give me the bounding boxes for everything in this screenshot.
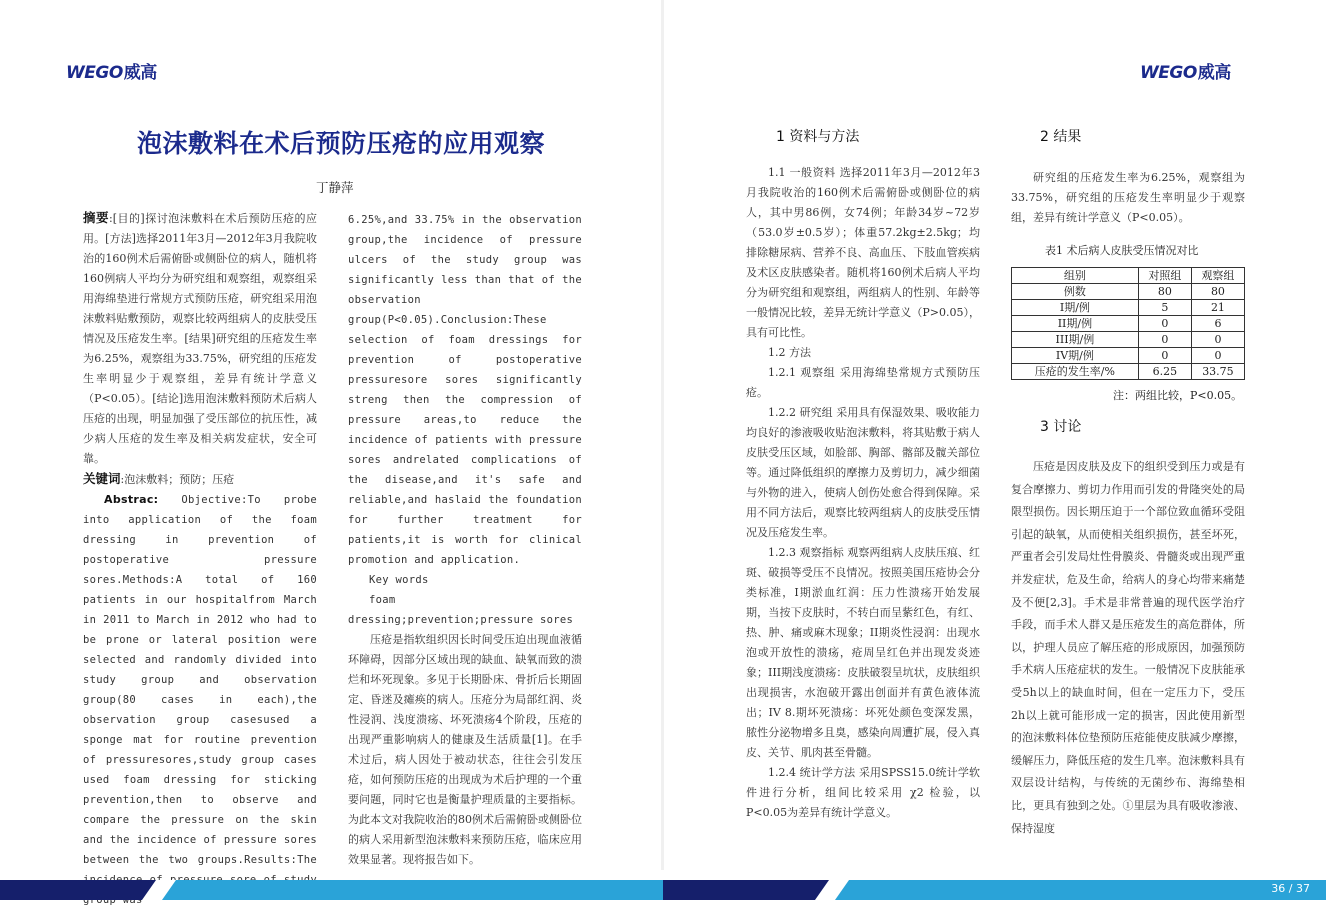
en-keywords: foam dressing;prevention;pressure sores bbox=[348, 594, 574, 626]
abstract-cn bbox=[83, 208, 317, 469]
abstract-cn-text: :[目的]探讨泡沫敷料在术后预防压疮的应用。[方法]选择2011年3月—2012年3月我院收治的160例术后需俯卧或侧卧位的病人，随机将160例病人平均分为研究组和观察组，观察组采用海绵垫进行常规方式预防压疮，研究组采用泡沫敷料贴敷预防，观察比较两组病人的皮肤受压情况及压疮发生率。[结果]研究组的压疮发生率为6.25%，观察组为33.75%，研究组的压疮发生率明显少于观察组，差异有统计学意义（P<0.05）。[结论]选用泡沫敷料预防术后病人压疮的出现，明显加强了受压部位的抗压性，减少病人压疮的发生率及相关病发症状，安全可靠。 bbox=[83, 212, 317, 465]
table-cell: 5 bbox=[1138, 300, 1191, 316]
table-note: 注：两组比较，P<0.05。 bbox=[1113, 389, 1243, 402]
abstract-en-a bbox=[83, 490, 317, 910]
table-cell: 0 bbox=[1138, 316, 1191, 332]
intro-column bbox=[348, 210, 582, 870]
table-row bbox=[1012, 364, 1245, 380]
table-caption: 表1 术后病人皮肤受压情况对比 bbox=[1045, 244, 1199, 257]
table-cell: IV期/例 bbox=[1012, 348, 1139, 364]
table-cell: 80 bbox=[1138, 284, 1191, 300]
abstract-en-label: Abstrac: bbox=[104, 493, 159, 506]
discussion-text: 压疮是因皮肤及皮下的组织受到压力或是有复合摩擦力、剪切力作用而引发的骨隆突处的局限型损伤。因长期压迫于一个部位致血循环受阻引起的缺氧，从而使相关组织损伤，甚至坏死，严重者会引发局灶性骨膜炎、骨髓炎或出现严重并发症状，危及生命，给病人的身心均带来痛楚及不便[2,3]。手术是非常普遍的现代医学治疗手段，而手术人群又是压疮发生的高危群体，所以，护理人员应了解压疮的形成原因，加强预防手术病人压疮症状的发生。一般情况下皮肤能承受5h以上的缺血时间，但在一定压力下，受压2h以上就可能形成一定的损害，因此使用新型的泡沫敷料体位垫预防压疮能使皮肤减少摩擦，缓解压力，降低压疮的发生几率。泡沫敷料具有双层设计结构，与传统的无菌纱布、海绵垫相比，更具有独到之处。①里层为具有吸收渗液、保持湿度 bbox=[1011, 460, 1245, 835]
table-cell: 0 bbox=[1191, 348, 1244, 364]
page-gutter bbox=[661, 0, 664, 870]
table-cell: I期/例 bbox=[1012, 300, 1139, 316]
table-cell: II期/例 bbox=[1012, 316, 1139, 332]
discussion-column bbox=[1011, 456, 1245, 840]
table-header-cell: 组别 bbox=[1012, 268, 1139, 284]
table-cell: 0 bbox=[1191, 332, 1244, 348]
footer-bar-left bbox=[0, 880, 663, 900]
table-cell: 0 bbox=[1138, 348, 1191, 364]
logo-cn: 威高 bbox=[1197, 63, 1231, 83]
results-text: 研究组的压疮发生率为6.25%，观察组为33.75%，研究组的压疮发生率明显少于观察组，差异有统计学意义（P<0.05）。 bbox=[1011, 171, 1245, 224]
wego-logo-right bbox=[1140, 58, 1231, 83]
results-table bbox=[1011, 267, 1245, 380]
abstract-en-text-a: Objective:To probe into application of the foam dressing in prevention of postoperative pressure sores.Methods:A total of 160 patients in our hospitalfrom March in 2011 to March in 2012 who had to be prone or lateral position were selected and randomly divided into study group and observation group(80 cases in each),the observation group casesused a sponge mat for routine prevention of pressuresores,study group cases used foam dressing for sticking prevention,then to observe and compare the pressure on the skin and the incidence of pressure sores between the two groups.Results:The bbox=[83, 494, 317, 866]
table-row bbox=[1012, 348, 1245, 364]
table-cell: 6 bbox=[1191, 316, 1244, 332]
table-header-cell: 对照组 bbox=[1138, 268, 1191, 284]
table-cell: 压疮的发生率/% bbox=[1012, 364, 1139, 380]
abstract-en-b: 6.25%,and 33.75% in the observation group,the incidence of pressure ulcers of the study group was significantly less than that of the observation group(P<0.05).Conclusion:These selection of foam dressings for prevention of postoperative pressuresore sores significantly streng then the compression of pressure areas,to reduce the incidence of patients with pressure sores andrelated complications of the disease,and it's safe and reliable,and haslaid the foundation for further treatment for patients,it is worth for clinical promotion and application. bbox=[348, 214, 582, 566]
table-header-cell: 观察组 bbox=[1191, 268, 1244, 284]
methods-heading: 1 资料与方法 bbox=[776, 129, 860, 145]
table-cell: 例数 bbox=[1012, 284, 1139, 300]
abstract-label: 摘要 bbox=[83, 210, 109, 225]
results-text-block bbox=[1011, 168, 1245, 228]
methods-h12: 1.2 方法 bbox=[768, 346, 811, 359]
results-heading: 2 结果 bbox=[1040, 129, 1082, 145]
table-cell: 80 bbox=[1191, 284, 1244, 300]
table-header-row bbox=[1012, 268, 1245, 284]
table-cell: 21 bbox=[1191, 300, 1244, 316]
methods-p123: 1.2.3 观察指标 观察两组病人皮肤压痕、红斑、破损等受压不良情况。按照美国压疮协会分类标准，I期淤血红润：压力性溃疡开始发展期，当按下皮肤时，不转白而呈紫红色，有红、热、肿、痛或麻木现象；II期炎性浸润：出现水泡或开放性的溃疡，疮周呈红色并出现发炎迹象；III期浅度溃疡：皮肤破裂呈坑状，皮肤组织出现损害，水泡破开露出创面并有黄色液体流出；IV 8.期坏死溃疡：坏死处颜色变深发黑，脓性分泌物增多且臭，感染向周遭扩展，侵入真皮、关节、肌肉甚至骨髓。 bbox=[746, 546, 980, 759]
logo-latin: WEGO bbox=[1140, 63, 1197, 83]
footer-stripes-right bbox=[663, 880, 1326, 900]
methods-p11: 1.1 一般资料 选择2011年3月—2012年3月我院收治的160例术后需俯卧或侧卧位的病人，其中男86例，女74例；年龄34岁~72岁（53.0岁±0.5岁）；体重57.2kg±2.5kg；均排除糖尿病、营养不良、高血压、下肢血管疾病及术区皮肤感染者。随机将160例术后病人平均分为研究组和观察组，两组病人的性别、年龄等一般情况比较，差异无统计学意义（P>0.05），具有可比性。 bbox=[746, 166, 980, 339]
table-cell: 0 bbox=[1138, 332, 1191, 348]
intro-paragraph: 压疮是指软组织因长时间受压迫出现血液循环障碍，因部分区域出现的缺血、缺氧而致的溃烂和坏死现象。多见于长期卧床、骨折后长期固定、昏迷及瘫痪的病人。压疮分为局部红润、炎性浸润、浅度溃疡、坏死溃疡4个阶段，压疮的出现严重影响病人的健康及生活质量[1]。在手术过后，病人因处于被动状态，往往会引发压疮，如何预防压疮的出现成为术后护理的一个重要问题，同时它也是衡量护理质量的主要指标。为此本文对我院收治的80例术后需俯卧或侧卧位的病人采用新型泡沫敷料来预防压疮，临床应用效果显著。现将报告如下。 bbox=[348, 633, 582, 866]
abstract-column bbox=[83, 208, 317, 910]
keywords-cn bbox=[83, 469, 317, 490]
logo-latin: WEGO bbox=[66, 63, 123, 83]
footer-bar-right bbox=[663, 880, 1326, 900]
wego-logo-left bbox=[66, 58, 157, 83]
methods-column bbox=[746, 163, 980, 823]
table-row bbox=[1012, 316, 1245, 332]
methods-p122: 1.2.2 研究组 采用具有保湿效果、吸收能力均良好的渗液吸收贴泡沫敷料，将其贴敷于病人皮肤受压区域，如脸部、胸部、髂部及髋关部位等。通过降低组织的摩擦力及剪切力，减少细菌与外物的进入，使病人创伤处愈合得到保障。采用不同方法后，观察比较两组病人的皮肤受压情况及压疮发生率。 bbox=[746, 406, 980, 539]
table-cell: 6.25 bbox=[1138, 364, 1191, 380]
article-title: 泡沫敷料在术后预防压疮的应用观察 bbox=[137, 129, 546, 158]
logo-cn: 威高 bbox=[123, 63, 157, 83]
table-row bbox=[1012, 284, 1245, 300]
methods-p124: 1.2.4 统计学方法 采用SPSS15.0统计学软件进行分析，组间比较采用 χ2 检验，以P<0.05为差异有统计学意义。 bbox=[746, 766, 980, 819]
page-numbers: 36 / 37 bbox=[1271, 882, 1310, 895]
table-row bbox=[1012, 332, 1245, 348]
discussion-heading: 3 讨论 bbox=[1040, 419, 1082, 435]
article-author: 丁静萍 bbox=[316, 180, 354, 195]
table-cell: III期/例 bbox=[1012, 332, 1139, 348]
table-row bbox=[1012, 300, 1245, 316]
table-cell: 33.75 bbox=[1191, 364, 1244, 380]
keywords-label: 关键词 bbox=[83, 471, 121, 486]
keywords-text: :泡沫敷料；预防；压疮 bbox=[120, 473, 235, 486]
en-keywords-label: Key words bbox=[369, 574, 429, 586]
footer-stripes-left bbox=[0, 880, 663, 900]
methods-p121: 1.2.1 观察组 采用海绵垫常规方式预防压疮。 bbox=[746, 366, 980, 399]
